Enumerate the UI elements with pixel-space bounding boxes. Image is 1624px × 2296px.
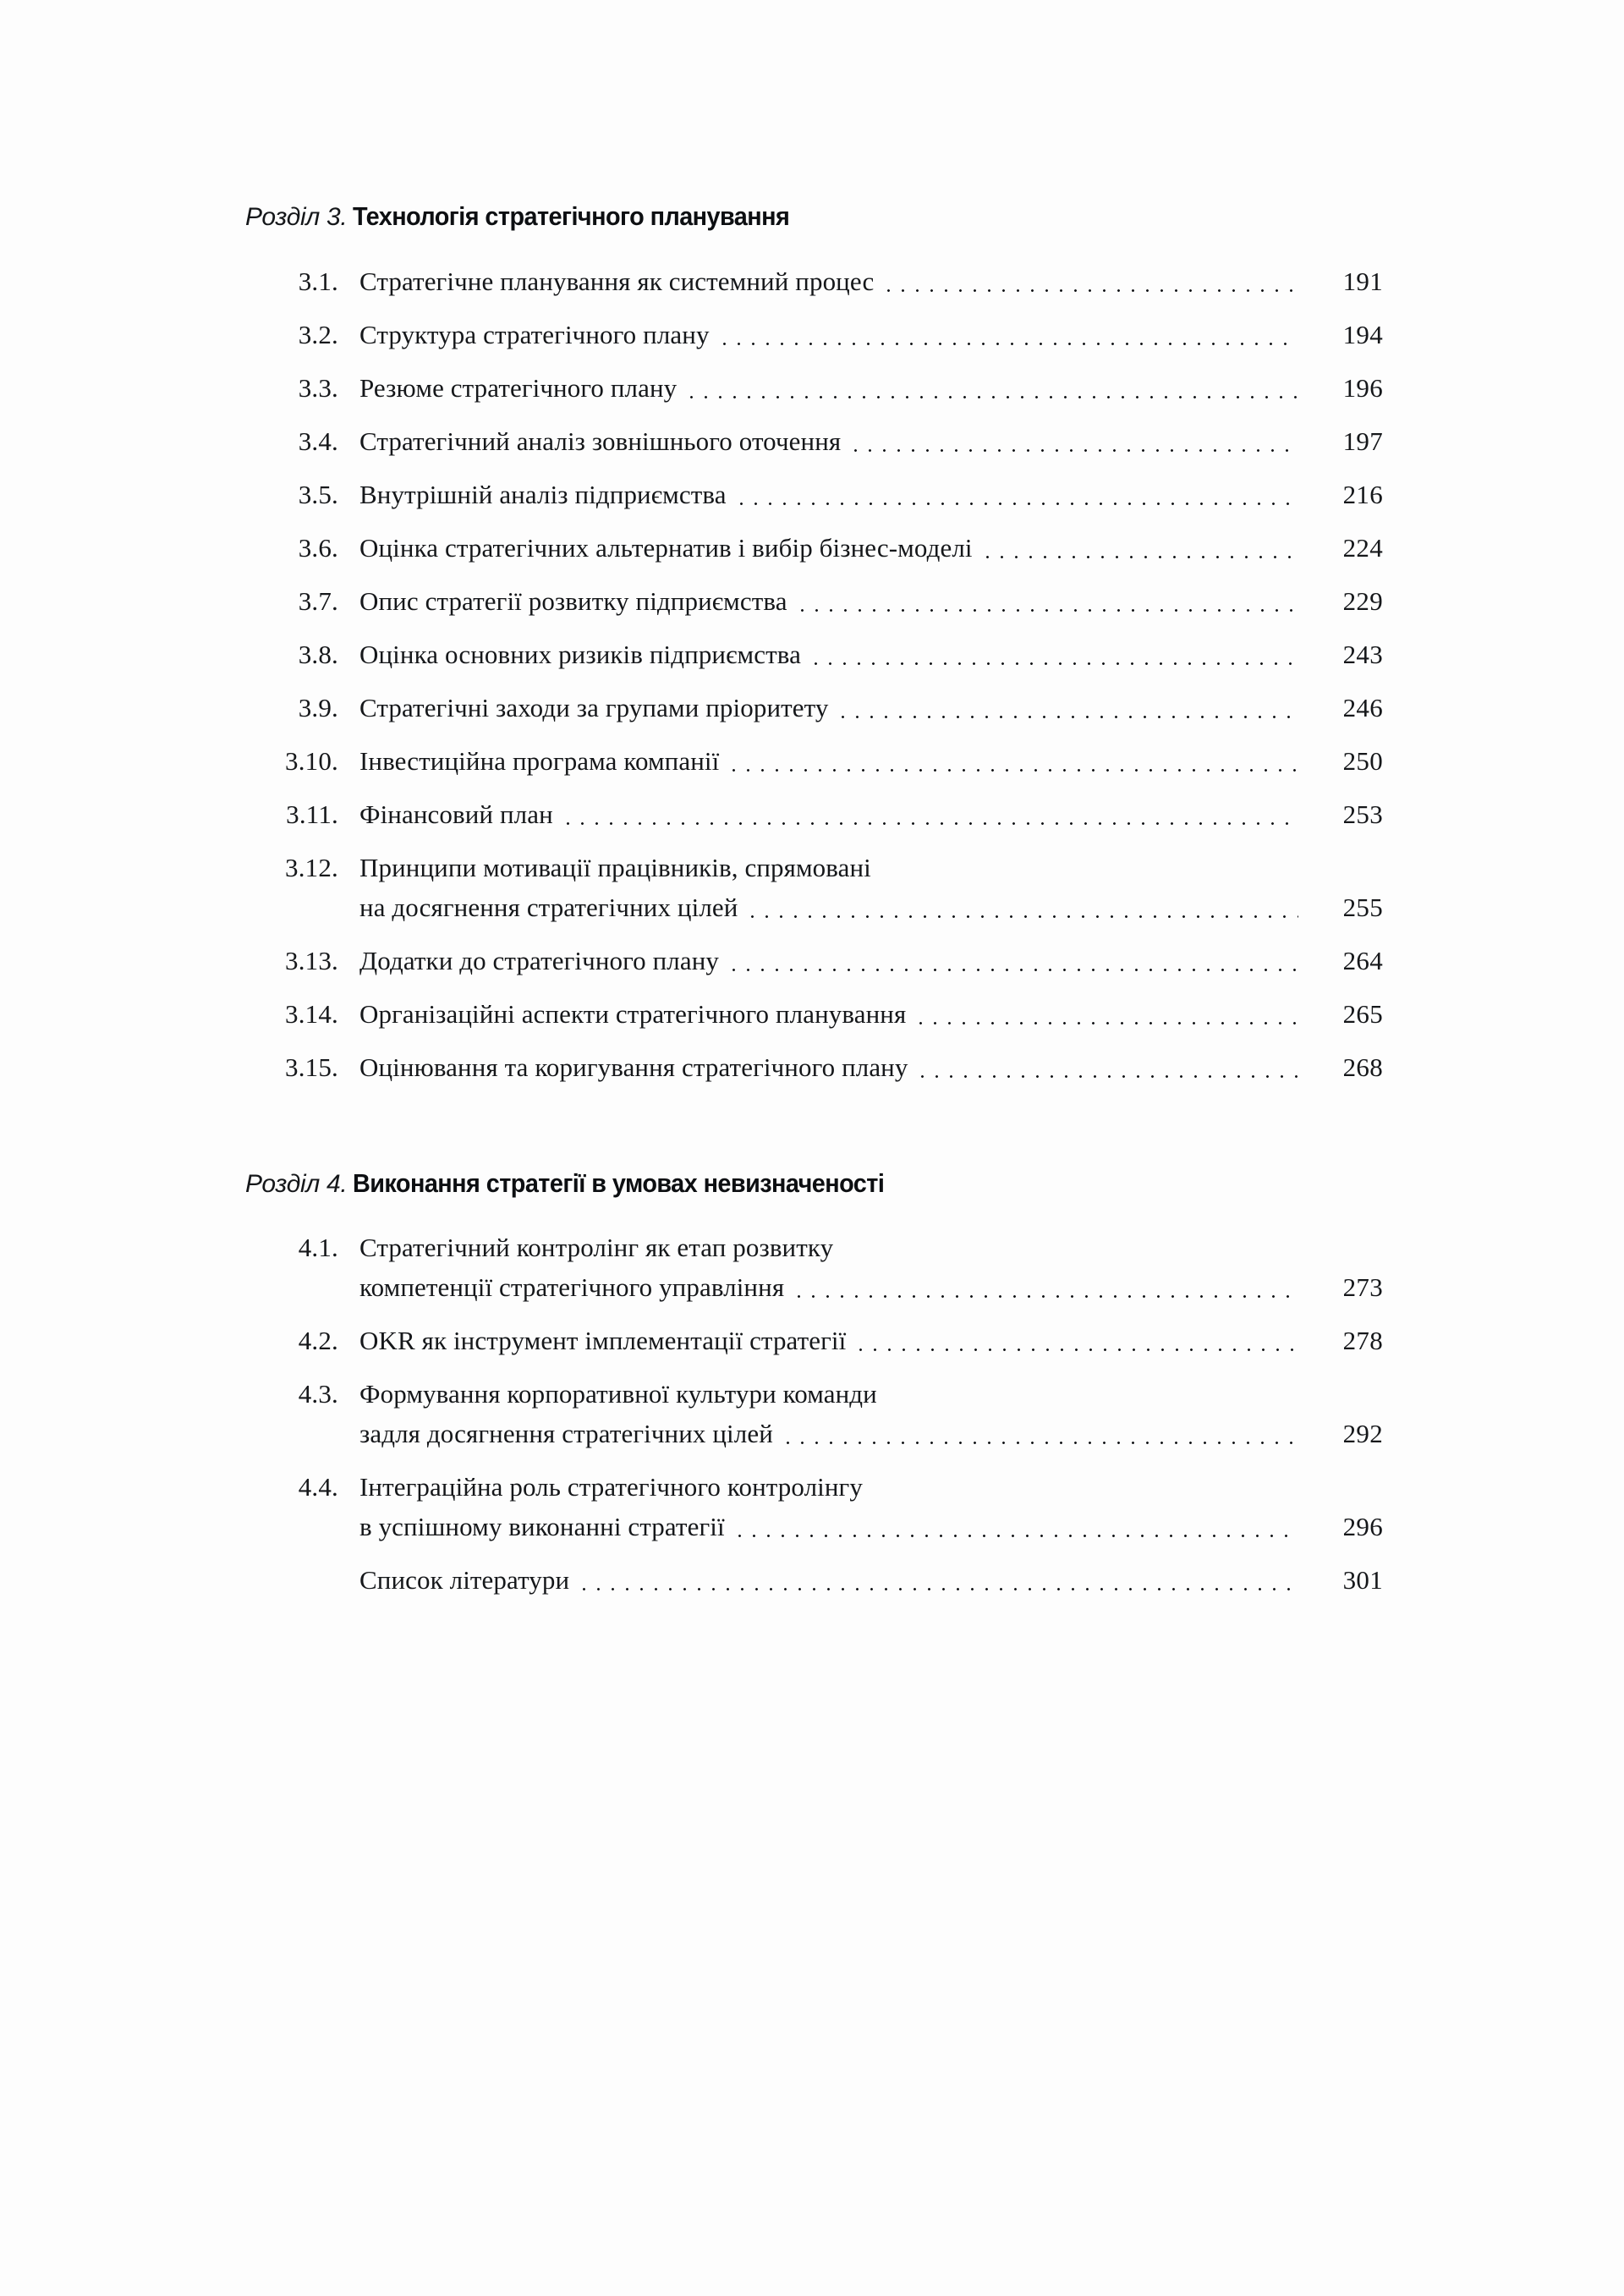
toc-entry[interactable]	[245, 581, 1383, 621]
dot-leader	[841, 1241, 1298, 1267]
toc-entry-body	[359, 1228, 1383, 1307]
toc-entry-line	[359, 994, 1383, 1034]
toc-entry-line	[359, 1047, 1383, 1087]
toc-page-number: 292	[1342, 1419, 1383, 1449]
toc-entry-list	[245, 1228, 1383, 1600]
toc-entry[interactable]	[245, 1560, 1383, 1600]
toc-entry-title: Опис стратегії розвитку підприємства	[359, 585, 787, 616]
toc-entry-line	[359, 1560, 1383, 1600]
toc-entry-number: 4.1.	[298, 1233, 338, 1263]
toc-entry-body	[359, 741, 1383, 781]
toc-entry-body	[359, 528, 1383, 568]
toc-entry-number: 3.9.	[298, 692, 338, 722]
toc-entry[interactable]	[245, 1321, 1383, 1360]
toc-entry-line	[359, 887, 1383, 927]
toc-page-number: 243	[1342, 639, 1383, 669]
toc-entry-line	[359, 1467, 1383, 1507]
toc-entry-number: 3.4.	[298, 426, 338, 456]
toc-entry-title: Оцінка основних ризиків підприємства	[359, 639, 801, 669]
toc-entry-title: Додатки до стратегічного плану	[359, 945, 720, 975]
toc-entry-line	[359, 368, 1383, 408]
toc-entry-line	[359, 421, 1383, 461]
toc-entry-body	[359, 581, 1383, 621]
toc-entry-body	[359, 794, 1383, 834]
toc-entry[interactable]	[245, 1047, 1383, 1087]
toc-entry-body	[359, 475, 1383, 514]
toc-entry[interactable]	[245, 261, 1383, 301]
toc-entry-number: 4.2.	[298, 1326, 338, 1356]
toc-entry[interactable]	[245, 528, 1383, 568]
toc-entry-number: 3.12.	[285, 852, 338, 882]
toc-entry-number: 3.14.	[285, 998, 338, 1029]
dot-leader	[980, 541, 1298, 568]
toc-entry-line	[359, 581, 1383, 621]
toc-entry-line	[359, 1321, 1383, 1360]
dot-leader	[781, 1427, 1298, 1453]
chapter-kicker: Розділ 4.	[245, 1169, 348, 1198]
toc-page-number: 268	[1342, 1052, 1383, 1082]
toc-page-number: 278	[1342, 1326, 1383, 1356]
toc-entry-line	[359, 475, 1383, 514]
toc-entry-number: 3.7.	[298, 585, 338, 616]
chapter-title: Технологія стратегічного планування	[353, 201, 790, 231]
toc-entry-title: Оцінка стратегічних альтернатив і вибір бізнес-моделі	[359, 532, 973, 563]
toc-page-number: 229	[1342, 585, 1383, 616]
toc-entry[interactable]	[245, 741, 1383, 781]
toc-entry-number: 3.1.	[298, 266, 338, 296]
toc-entry-title: Інтеграційна роль стратегічного контролінгу	[359, 1472, 863, 1502]
toc-entry[interactable]	[245, 368, 1383, 408]
toc-entry-number: 3.8.	[298, 639, 338, 669]
chapter-heading	[245, 201, 1383, 233]
toc-entry-line	[359, 1507, 1383, 1546]
toc-entry-number: 3.6.	[298, 532, 338, 563]
toc-entry-body	[359, 848, 1383, 927]
toc-entry[interactable]	[245, 941, 1383, 980]
toc-entry[interactable]	[245, 634, 1383, 674]
toc-entry-title: задля досягнення стратегічних цілей	[359, 1419, 773, 1449]
toc-entry-title: Стратегічне планування як системний процес	[359, 266, 875, 296]
toc-entry[interactable]	[245, 1228, 1383, 1307]
toc-page-number: 250	[1342, 745, 1383, 776]
toc-entry-number: 3.5.	[298, 479, 338, 509]
toc-page-number: 224	[1342, 532, 1383, 563]
toc-page-number: 194	[1342, 319, 1383, 349]
toc-entry-title: Фінансовий план	[359, 799, 553, 829]
toc-entry-body	[359, 1321, 1383, 1360]
toc-entry-body	[359, 421, 1383, 461]
toc-entry-line	[359, 941, 1383, 980]
toc-entry-title: компетенції стратегічного управління	[359, 1272, 785, 1303]
toc-entry-title: Структура стратегічного плану	[359, 319, 710, 349]
dot-leader	[915, 1061, 1298, 1087]
toc-page-number: 253	[1342, 799, 1383, 829]
dot-leader	[914, 1008, 1298, 1034]
toc-page-number: 296	[1342, 1512, 1383, 1542]
toc-entry[interactable]	[245, 421, 1383, 461]
toc-page-number: 196	[1342, 372, 1383, 403]
toc-entry-number: 3.11.	[286, 799, 338, 829]
dot-leader	[732, 1520, 1298, 1546]
toc-page-number: 264	[1342, 945, 1383, 975]
toc-entry[interactable]	[245, 848, 1383, 927]
toc-entry-title: Принципи мотивації працівників, спрямовані	[359, 852, 871, 882]
toc-entry-body	[359, 1560, 1383, 1600]
toc-entry-title: Організаційні аспекти стратегічного планування	[359, 998, 907, 1029]
toc-entry-line	[359, 794, 1383, 834]
toc-page-number: 273	[1342, 1272, 1383, 1303]
toc-entry-line	[359, 1414, 1383, 1453]
toc-entry-body	[359, 994, 1383, 1034]
dot-leader	[745, 901, 1298, 927]
toc-entry-body	[359, 941, 1383, 980]
toc-entry-line	[359, 1374, 1383, 1414]
toc-entry-body	[359, 634, 1383, 674]
toc-page-number: 246	[1342, 692, 1383, 722]
chapter-heading	[245, 1168, 1383, 1200]
toc-entry-title: Список літератури	[359, 1565, 570, 1596]
toc-entry[interactable]	[245, 315, 1383, 354]
dot-leader	[870, 1480, 1298, 1507]
dot-leader	[792, 1281, 1298, 1307]
dot-leader	[836, 701, 1298, 728]
dot-leader	[809, 648, 1298, 674]
dot-leader	[727, 954, 1298, 980]
toc-entry-title: Інвестиційна програма компанії	[359, 745, 720, 776]
toc-entry-title: Резюме стратегічного плану	[359, 372, 678, 403]
toc-entry-title: в успішному виконанні стратегії	[359, 1512, 725, 1542]
toc-entry-line	[359, 741, 1383, 781]
toc-entry-line	[359, 688, 1383, 728]
toc-entry-number: 3.10.	[285, 745, 338, 776]
toc-entry-line	[359, 528, 1383, 568]
toc-entry-number: 4.3.	[298, 1379, 338, 1409]
toc-entry[interactable]	[245, 794, 1383, 834]
toc-page-number: 255	[1342, 892, 1383, 922]
toc-entry-line	[359, 1267, 1383, 1307]
toc-entry-line	[359, 1228, 1383, 1267]
toc-page-number: 265	[1342, 998, 1383, 1029]
toc-entry-title: Стратегічні заходи за групами пріоритету	[359, 692, 829, 722]
toc-entry[interactable]	[245, 1467, 1383, 1546]
toc-entry-title: Формування корпоративної культури команди	[359, 1379, 877, 1409]
toc-entry-line	[359, 634, 1383, 674]
toc-entry-list	[245, 261, 1383, 1087]
dot-leader	[734, 488, 1298, 514]
toc-entry-body	[359, 1047, 1383, 1087]
toc-entry-number: 3.15.	[285, 1052, 338, 1082]
toc-entry-body	[359, 368, 1383, 408]
toc-entry-number: 4.4.	[298, 1472, 338, 1502]
dot-leader	[795, 595, 1298, 621]
dot-leader	[717, 328, 1298, 354]
toc-page-number: 197	[1342, 426, 1383, 456]
chapter-kicker: Розділ 3.	[245, 203, 348, 231]
dot-leader	[879, 861, 1298, 887]
toc-page-number: 301	[1342, 1565, 1383, 1596]
toc-entry[interactable]	[245, 688, 1383, 728]
dot-leader	[684, 382, 1298, 408]
toc-entry-number: 3.2.	[298, 319, 338, 349]
toc-entry-body	[359, 1374, 1383, 1453]
toc-page-number: 191	[1342, 266, 1383, 296]
toc-entry[interactable]	[245, 475, 1383, 514]
toc-entry-line	[359, 261, 1383, 301]
toc-entry-title: Внутрішній аналіз підприємства	[359, 479, 727, 509]
toc-entry-title: на досягнення стратегічних цілей	[359, 892, 738, 922]
toc-entry-title: Стратегічний аналіз зовнішнього оточення	[359, 426, 842, 456]
table-of-contents	[245, 201, 1383, 1600]
toc-entry[interactable]	[245, 1374, 1383, 1453]
toc-entry-body	[359, 1467, 1383, 1546]
toc-entry-number: 3.3.	[298, 372, 338, 403]
dot-leader	[848, 435, 1298, 461]
toc-entry-title: OKR як інструмент імплементації стратегії	[359, 1326, 847, 1356]
toc-entry-title: Стратегічний контролінг як етап розвитку	[359, 1233, 834, 1263]
toc-page-number: 216	[1342, 479, 1383, 509]
dot-leader	[853, 1334, 1298, 1360]
toc-entry-body	[359, 261, 1383, 301]
dot-leader	[561, 808, 1298, 834]
dot-leader	[727, 755, 1298, 781]
toc-entry-body	[359, 688, 1383, 728]
chapter-title: Виконання стратегії в умовах невизначеності	[353, 1167, 885, 1198]
toc-entry[interactable]	[245, 994, 1383, 1034]
toc-entry-body	[359, 315, 1383, 354]
toc-entry-line	[359, 315, 1383, 354]
dot-leader	[885, 1387, 1298, 1414]
dot-leader	[577, 1574, 1298, 1600]
dot-leader	[881, 275, 1298, 301]
toc-entry-line	[359, 848, 1383, 887]
toc-entry-number: 3.13.	[285, 945, 338, 975]
toc-entry-title: Оцінювання та коригування стратегічного плану	[359, 1052, 908, 1082]
